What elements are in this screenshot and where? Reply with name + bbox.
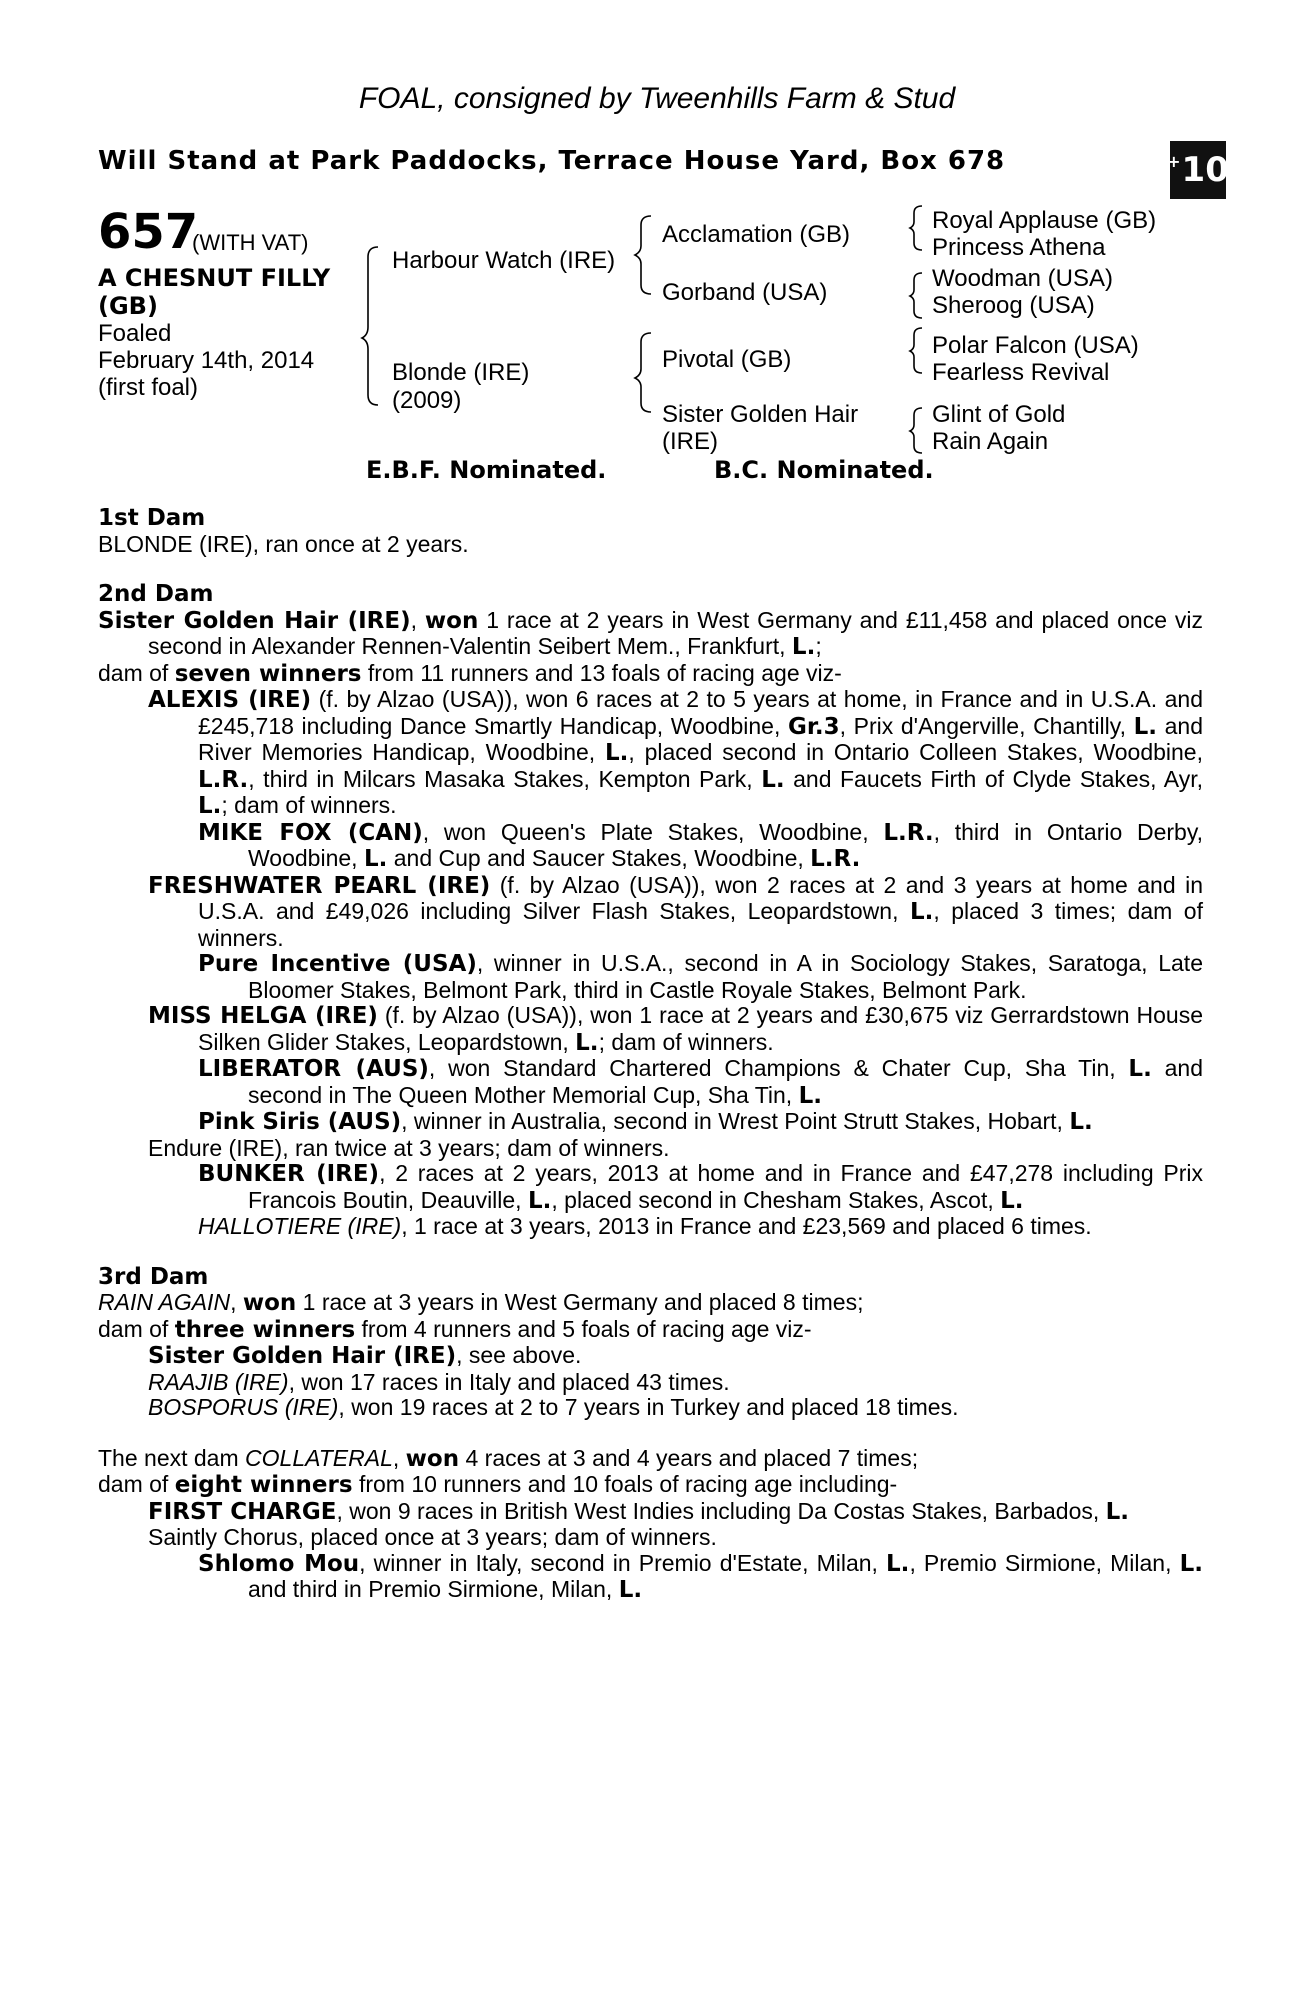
- listed-mark: L.: [605, 740, 629, 766]
- text-fragment: and Faucets Firth of Clyde Stakes, Ayr,: [784, 765, 1203, 792]
- text-fragment: dam of: [98, 1315, 175, 1342]
- pedigree-sire-sire: Acclamation (GB): [662, 221, 851, 248]
- pedigree-g7: Glint of Gold: [932, 401, 1066, 428]
- group-mark: Gr.3: [787, 713, 840, 740]
- listed-mark: L.: [198, 793, 222, 819]
- horse-first-charge: FIRST CHARGE: [148, 1498, 337, 1525]
- first-dam-text: BLONDE (IRE), ran once at 2 years.: [98, 530, 469, 557]
- horse-hallotiere: HALLOTIERE (IRE): [198, 1213, 402, 1239]
- brace-dam: [635, 333, 651, 412]
- horse-sister-golden-hair: Sister Golden Hair (IRE): [148, 1343, 457, 1369]
- entry-alexis: [98, 687, 1203, 820]
- pedigree-dam-sire: Pivotal (GB): [662, 346, 792, 373]
- won-label: won: [242, 1290, 297, 1316]
- pedigree-g6: Fearless Revival: [932, 359, 1110, 386]
- entry-liberator: [98, 1056, 1203, 1109]
- text-fragment: , won 19 races at 2 to 7 years in Turkey and placed 18 times.: [338, 1394, 959, 1420]
- text-fragment: and third in Premio Sirmione, Milan,: [248, 1576, 619, 1602]
- entry-endure: Endure (IRE), ran twice at 3 years; dam of winners.: [148, 1134, 670, 1161]
- bc-nominated: B.C. Nominated.: [714, 456, 934, 484]
- brace-g1: [910, 206, 922, 250]
- next-dam-record: [98, 1446, 1203, 1473]
- text-fragment: , Prix d'Angerville, Chantilly,: [839, 712, 1134, 739]
- text-fragment: , placed 3 times; dam of winners.: [198, 898, 1203, 951]
- entry-pure-incentive: [98, 951, 1203, 1003]
- second-dam-produce: [98, 661, 1203, 688]
- entry-raajib: [98, 1370, 1203, 1396]
- second-dam-heading: 2nd Dam: [98, 581, 214, 607]
- text-fragment: (f. by Alzao (USA)), won 6 races at 2 to 5 years at home, in France and in U.S.A. and £245,718 including Dance Smartly Handicap, Woodbine,: [198, 686, 1203, 739]
- text-fragment: 1 race at 2 years in West Germany and £11,458 and placed once viz second in Alexander Rennen-Valentin Seibert Mem., Frankfurt,: [148, 606, 1203, 659]
- pedigree-dam: Blonde (IRE): [392, 359, 530, 386]
- text-fragment: , placed second in Chesham Stakes, Ascot,: [551, 1186, 1001, 1213]
- winners-count: three winners: [174, 1316, 356, 1343]
- won-label: won: [405, 1445, 460, 1472]
- text-fragment: and Cup and Saucer Stakes, Woodbine,: [387, 845, 811, 871]
- entry-mike-fox: [98, 820, 1203, 873]
- text-fragment: (f. by Alzao (USA)), won 1 race at 2 years and £30,675 viz Gerrardstown House Silken Glider Stakes, Leopardstown,: [198, 1002, 1203, 1055]
- winners-count: eight winners: [174, 1472, 353, 1498]
- listed-mark: L.: [798, 1082, 822, 1109]
- vat-note: (WITH VAT): [192, 230, 309, 255]
- pedigree-g5: Polar Falcon (USA): [932, 332, 1139, 359]
- listed-mark: L.: [1000, 1187, 1024, 1214]
- text-fragment: , third in Milcars Masaka Stakes, Kempton Park,: [248, 765, 762, 792]
- text-fragment: 4 races at 3 and 4 years and placed 7 times;: [459, 1444, 919, 1471]
- pedigree-g3: Woodman (USA): [932, 265, 1113, 292]
- horse-freshwater-pearl: FRESHWATER PEARL (IRE): [148, 872, 491, 899]
- entry-hallotiere: [98, 1214, 1203, 1240]
- stand-location: Will Stand at Park Paddocks, Terrace House Yard, Box 678: [98, 146, 1006, 176]
- text-fragment: , won 9 races in British West Indies including Da Costas Stakes, Barbados,: [336, 1497, 1106, 1524]
- horse-sister-golden-hair: Sister Golden Hair (IRE): [98, 607, 411, 634]
- text-fragment: The next dam: [98, 1444, 246, 1471]
- text-fragment: (f. by Alzao (USA)), won 2 races at 2 and 3 years at home and in U.S.A. and £49,026 including Silver Flash Stakes, Leopardstown,: [198, 871, 1203, 924]
- listed-mark: L.: [1179, 1550, 1203, 1577]
- listed-mark: L.: [1133, 713, 1157, 740]
- brace-g3: [910, 328, 922, 373]
- won-label: won: [424, 607, 479, 634]
- brace-g2: [910, 273, 922, 318]
- text-fragment: from 11 runners and 13 foals of racing age viz-: [361, 659, 842, 686]
- pedigree-sire: Harbour Watch (IRE): [392, 247, 616, 274]
- text-fragment: and second in The Queen Mother Memorial Cup, Sha Tin,: [248, 1055, 1204, 1108]
- text-fragment: ;: [815, 633, 822, 659]
- entry-freshwater-pearl: [98, 873, 1203, 952]
- listed-mark: L.: [1128, 1056, 1152, 1082]
- listed-mark: L.: [909, 899, 934, 925]
- second-dam-record: Sister Golden Hair (IRE), won 1 race at 2 years in West Germany and £11,458 and placed once viz second in Alexander Rennen-Valentin Seibert Mem., Frankfurt, L.;: [98, 606, 1203, 660]
- pedigree-braces: [0, 0, 1314, 480]
- third-dam-heading: 3rd Dam: [98, 1263, 209, 1290]
- pedigree-g1: Royal Applause (GB): [932, 207, 1157, 234]
- horse-pure-incentive: Pure Incentive (USA): [198, 951, 477, 977]
- text-fragment: , won 17 races in Italy and placed 43 times.: [288, 1368, 730, 1395]
- listed-mark: L.R.: [883, 819, 934, 846]
- text-fragment: , 2 races at 2 years, 2013 at home and in France and £47,278 including Prix Francois Boutin, Deauville,: [248, 1160, 1203, 1213]
- text-fragment: , winner in U.S.A., second in A in Sociology Stakes, Saratoga, Late Bloomer Stakes, Belmont Park, third in Castle Royale Stakes, Belmont Park.: [248, 950, 1203, 1003]
- brace-main: [362, 247, 378, 405]
- pedigree-g4: Sheroog (USA): [932, 292, 1095, 319]
- listed-mark: L.: [1069, 1109, 1093, 1135]
- entry-sister-golden-hair: [98, 1343, 1203, 1370]
- entry-first-charge: [98, 1499, 1203, 1526]
- text-fragment: ; dam of winners.: [598, 1028, 774, 1055]
- text-fragment: dam of: [98, 659, 175, 686]
- listed-mark: L.: [527, 1187, 552, 1214]
- text-fragment: from 4 runners and 5 foals of racing age viz-: [355, 1315, 812, 1342]
- horse-shlomo-mou: Shlomo Mou: [198, 1550, 360, 1577]
- text-fragment: from 10 runners and 10 foals of racing age including-: [352, 1471, 898, 1497]
- text-fragment: , won Standard Chartered Champions & Chater Cup, Sha Tin,: [428, 1055, 1129, 1081]
- text-fragment: 1 race at 3 years in West Germany and placed 8 times;: [296, 1289, 864, 1315]
- text-fragment: dam of: [98, 1471, 175, 1497]
- entry-saintly-chorus: Saintly Chorus, placed once at 3 years; dam of winners.: [148, 1524, 717, 1550]
- text-fragment: , 1 race at 3 years, 2013 in France and £23,569 and placed 6 times.: [401, 1213, 1092, 1239]
- pedigree-dam-dam-country: (IRE): [662, 428, 718, 455]
- brace-g4: [910, 408, 922, 453]
- horse-alexis: ALEXIS (IRE): [148, 687, 312, 713]
- entry-shlomo-mou: [98, 1551, 1203, 1604]
- horse-miss-helga: MISS HELGA (IRE): [148, 1003, 378, 1029]
- badge-plus: +: [1167, 151, 1181, 171]
- horse-raajib: RAAJIB (IRE): [148, 1368, 289, 1395]
- lot-number: 657: [98, 204, 199, 260]
- first-dam-heading: 1st Dam: [98, 505, 206, 531]
- horse-name: A CHESNUT FILLY (GB): [98, 264, 331, 320]
- foal-note: (first foal): [98, 374, 199, 401]
- text-fragment: and River Memories Handicap, Woodbine,: [198, 712, 1203, 765]
- horse-pink-siris: Pink Siris (AUS): [198, 1109, 402, 1135]
- listed-mark: L.: [575, 1029, 599, 1056]
- foaled-label: Foaled: [98, 320, 172, 347]
- entry-bosporus: [98, 1395, 1203, 1421]
- listed-mark: L.: [791, 634, 816, 660]
- third-dam-produce: [98, 1317, 1203, 1344]
- text-fragment: , winner in Italy, second in Premio d'Estate, Milan,: [359, 1549, 887, 1576]
- third-dam-record: [98, 1290, 1203, 1317]
- horse-liberator: LIBERATOR (AUS): [198, 1056, 429, 1082]
- listed-mark: L.: [1105, 1498, 1130, 1525]
- listed-mark: L.R.: [198, 766, 249, 793]
- listed-mark: L.: [886, 1550, 910, 1577]
- text-fragment: ; dam of winners.: [221, 792, 397, 818]
- horse-mike-fox: MIKE FOX (CAN): [198, 819, 423, 846]
- horse-collateral: COLLATERAL: [245, 1444, 393, 1471]
- listed-mark: L.: [761, 766, 785, 793]
- badge-number: 10: [1181, 150, 1229, 190]
- text-fragment: ,: [230, 1289, 243, 1315]
- text-fragment: , Premio Sirmione, Milan,: [909, 1549, 1180, 1576]
- catalogue-body: [98, 506, 1203, 1604]
- text-fragment: ,: [392, 1444, 406, 1471]
- foaled-date: February 14th, 2014: [98, 347, 315, 374]
- entry-miss-helga: [98, 1003, 1203, 1056]
- text-fragment: , won Queen's Plate Stakes, Woodbine,: [422, 818, 884, 845]
- brace-sire: [635, 216, 651, 294]
- text-fragment: , winner in Australia, second in Wrest Point Strutt Stakes, Hobart,: [401, 1108, 1070, 1134]
- horse-bunker: BUNKER (IRE): [198, 1161, 380, 1187]
- listed-mark: L.R.: [810, 846, 861, 872]
- pedigree-sire-dam: Gorband (USA): [662, 279, 828, 306]
- text-fragment: , see above.: [456, 1342, 582, 1368]
- pedigree-g2: Princess Athena: [932, 234, 1106, 261]
- winners-count: seven winners: [174, 660, 362, 687]
- entry-bunker: [98, 1161, 1203, 1214]
- consignment-line: FOAL, consigned by Tweenhills Farm & Stud: [358, 82, 956, 115]
- ebf-nominated: E.B.F. Nominated.: [366, 456, 607, 484]
- next-dam-produce: [98, 1472, 1203, 1499]
- horse-bosporus: BOSPORUS (IRE): [148, 1394, 339, 1420]
- listed-mark: L.: [618, 1577, 643, 1603]
- text-fragment: , third in Ontario Derby, Woodbine,: [248, 818, 1204, 871]
- pedigree-dam-year: (2009): [392, 387, 462, 414]
- pedigree-dam-dam: Sister Golden Hair: [662, 401, 859, 428]
- text-fragment: , placed second in Ontario Colleen Stakes, Woodbine,: [628, 739, 1203, 765]
- pedigree-g8: Rain Again: [932, 428, 1049, 455]
- listed-mark: L.: [363, 846, 388, 872]
- entry-pink-siris: [98, 1109, 1203, 1136]
- horse-rain-again: RAIN AGAIN: [98, 1289, 231, 1315]
